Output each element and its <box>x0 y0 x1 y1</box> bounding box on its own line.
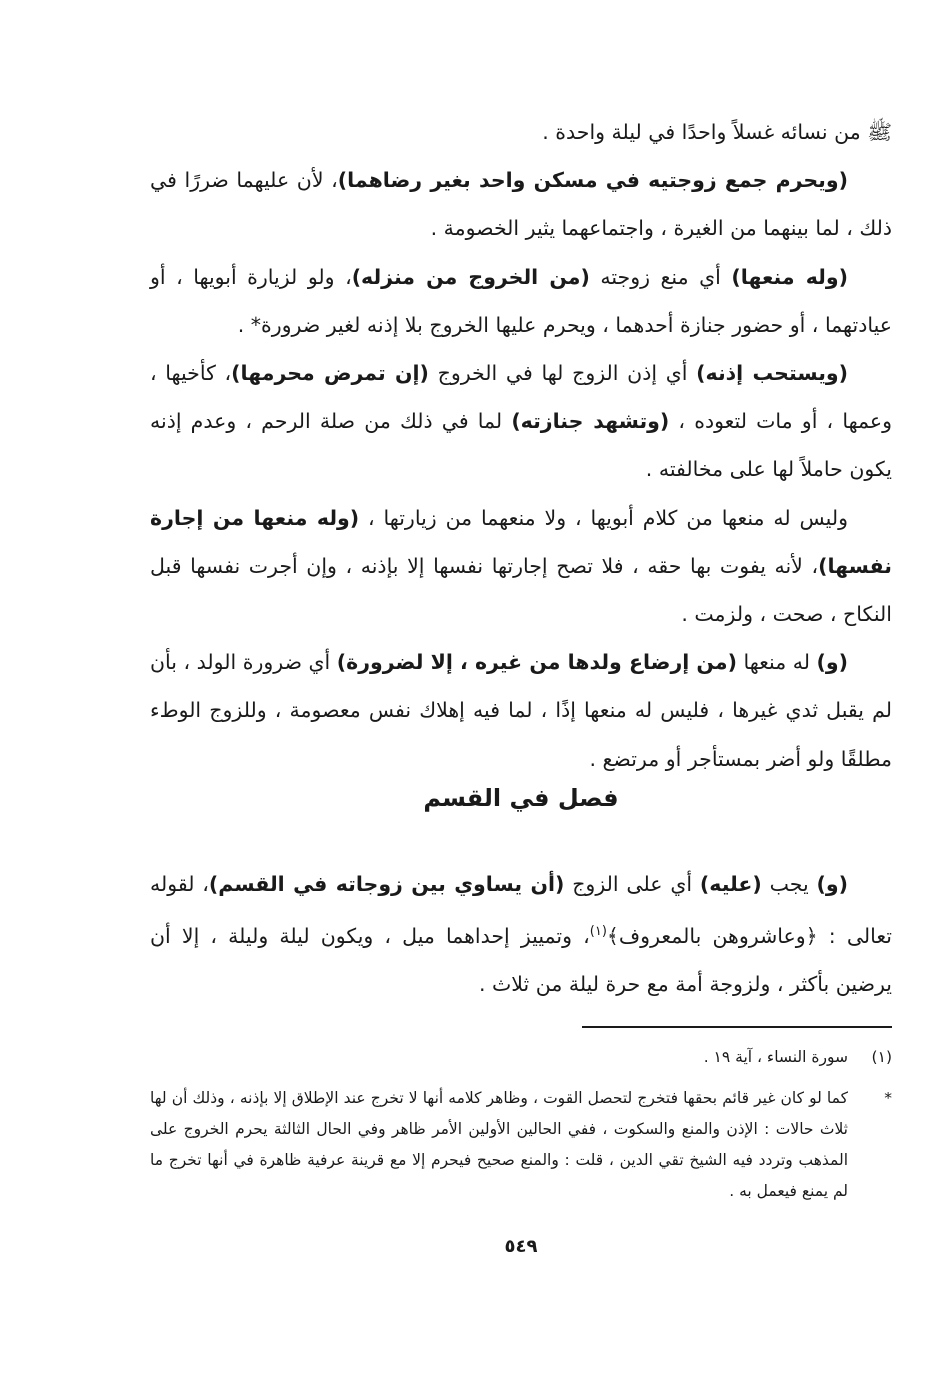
bold-phrase: (أن يساوي بين زوجاته في القسم) <box>208 872 565 896</box>
text-span: لما في ذلك من صلة الرحم ، وعدم إذنه يكون حاملاً لها على مخالفته . <box>150 409 892 482</box>
page-content <box>150 108 893 1257</box>
text-span: ، وتمييز إحداهما ميل ، ويكون ليلة وليلة ، إلا أن يرضين بأكثر ، ولزوجة أمة مع حرة ليلة من ثلاث . <box>150 924 892 997</box>
text-span: له منعها <box>736 650 817 675</box>
paragraph-5 <box>150 638 892 783</box>
text-span: ﷺ من نسائه غسلاً واحدًا في ليلة واحدة . <box>542 120 892 144</box>
footnote-1 <box>150 1042 892 1073</box>
bold-phrase: (و) <box>816 872 848 896</box>
bold-phrase: (من إرضاع ولدها من غيره ، إلا لضرورة) <box>336 650 737 675</box>
paragraph-2 <box>150 253 892 349</box>
text-span: وليس له منعها من كلام أبويها ، ولا منعهما من زيارتها ، <box>359 505 848 530</box>
text-span: أي ضرورة الولد ، بأن لم يقبل ثدي غيرها ، فليس له منعها إذًا ، لما فيه إهلاك نفس معصومة ، وللزوج الوطء مطلقًا ولو أضر بمستأجر أو مرتضع . <box>150 650 892 771</box>
bold-phrase: (عليه) <box>699 872 762 896</box>
footnote-divider <box>582 1026 892 1028</box>
paragraph-6 <box>150 860 892 1008</box>
bold-phrase: (ويستحب إذنه) <box>696 361 848 386</box>
section-title: فصل في القسم <box>423 784 619 812</box>
text-span: ، لقوله تعالى : ﴿وعاشروهن بالمعروف﴾ <box>150 872 892 949</box>
paragraph-1 <box>150 156 892 252</box>
bold-phrase: (وتشهد جنازته) <box>511 409 670 434</box>
text-span: ، لأنه يفوت بها حقه ، فلا تصح إجارتها نفسها إلا بإذنه ، وإن أجرت نفسها قبل النكاح ، صحت ، ولزمت . <box>150 553 892 627</box>
footnotes <box>150 1042 892 1207</box>
paragraph-0 <box>150 108 892 156</box>
text-span: أي منع زوجته <box>589 264 732 289</box>
bold-phrase: (وله منعها) <box>731 264 848 289</box>
footnote-text: كما لو كان غير قائم بحقها فتخرج لتحصل القوت ، وظاهر كلامه أنها لا تخرج عند الإطلاق إلا بإذنه ، وذلك أن لها ثلاث حالات : الإذن والمنع والسكوت ، ففي الحالين الأولين الأمر ظاهر وفي الحال الثالثة يحرم الخروج على المذهب وتردد فيه الشيخ تقي الدين ، قلت : والمنع صحيح فيحرم إلا مع قرينة عرفية ظاهرة في أنها تخرج ما لم يمنع فيعمل به . <box>150 1089 848 1200</box>
paragraph-3 <box>150 349 892 494</box>
section-body <box>150 860 892 1008</box>
bold-phrase: (ويحرم جمع زوجتيه في مسكن واحد بغير رضاهما) <box>337 168 848 193</box>
bold-phrase: (إن تمرض محرمها) <box>231 361 429 386</box>
footnote-mark: (١) <box>871 1048 892 1066</box>
page-number: ٥٤٩ <box>504 1236 538 1257</box>
paragraph-4 <box>150 494 892 639</box>
bold-phrase: (وله منعها من إجارة نفسها) <box>150 505 892 578</box>
footnote-ref: (١) <box>589 924 607 940</box>
text-span: ، لأن عليهما ضررًا في ذلك ، لما بينهما من الغيرة ، واجتماعهما يثير الخصومة . <box>150 168 892 241</box>
bold-phrase: (من الخروج من منزله) <box>351 264 590 289</box>
text-span: يجب <box>761 872 817 896</box>
text-span: أي إذن الزوج لها في الخروج <box>428 361 697 386</box>
body-text <box>150 108 892 783</box>
bold-phrase: (و) <box>816 650 848 675</box>
text-span: أي على الزوج <box>564 872 700 896</box>
footnote-star <box>150 1083 892 1207</box>
footnote-text: سورة النساء ، آية ١٩ . <box>703 1048 848 1066</box>
footnote-mark: * <box>884 1089 892 1107</box>
text-span: ، كأخيها ، وعمها ، أو مات لتعوده ، <box>150 361 893 434</box>
text-span: ، ولو لزيارة أبويها ، أو عيادتهما ، أو حضور جنازة أحدهما ، ويحرم عليها الخروج بلا إذنه لغير ضرورة* . <box>150 264 892 337</box>
